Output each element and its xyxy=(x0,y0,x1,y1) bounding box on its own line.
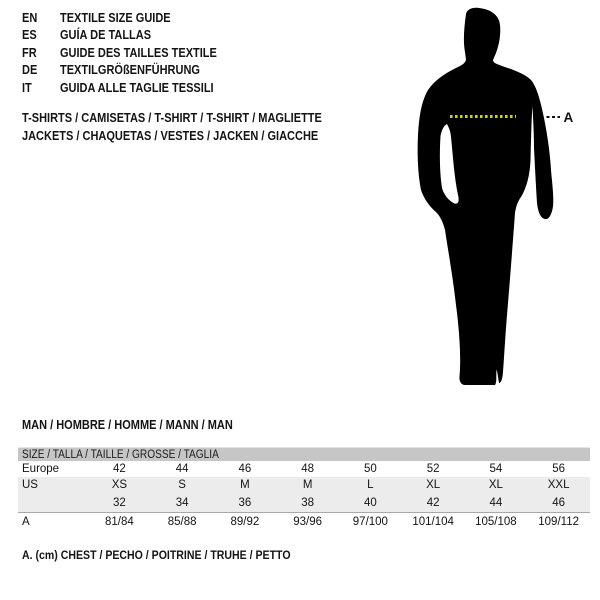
cell: 44 xyxy=(489,497,503,509)
cell: 32 xyxy=(112,497,126,509)
cell: 109/112 xyxy=(538,516,579,528)
language-label: GUIDE DES TAILLES TEXTILE xyxy=(60,45,217,60)
language-row-it xyxy=(22,80,238,97)
table-row-europe xyxy=(18,461,590,477)
size-table xyxy=(18,447,590,531)
row-label: A xyxy=(22,516,30,528)
language-label: TEXTILGRÖßENFÜHRUNG xyxy=(60,63,200,78)
cell: M xyxy=(240,479,250,491)
cell: 101/104 xyxy=(412,516,454,528)
language-code: IT xyxy=(22,80,32,95)
cell: 46 xyxy=(552,497,566,509)
cell: 54 xyxy=(489,463,503,475)
cell: XL xyxy=(488,479,503,491)
cell: 42 xyxy=(426,497,440,509)
language-label: GUÍA DE TALLAS xyxy=(60,28,152,43)
cell: 97/100 xyxy=(352,516,388,528)
cell: 34 xyxy=(175,497,189,509)
language-code: DE xyxy=(22,63,38,78)
cell: 52 xyxy=(426,463,440,475)
language-row-de xyxy=(22,62,238,79)
cell: XS xyxy=(111,479,128,491)
language-row-es xyxy=(22,27,238,44)
cell: XL xyxy=(426,479,441,491)
cell: 50 xyxy=(363,463,377,475)
section-title-man: MAN / HOMBRE / HOMME / MANN / MAN xyxy=(22,418,233,432)
man-silhouette-svg xyxy=(408,0,583,395)
cell: 38 xyxy=(301,497,315,509)
cell: 56 xyxy=(552,463,566,475)
category-jackets: JACKETS / CHAQUETAS / VESTES / JACKEN / GIACCHE xyxy=(22,128,319,143)
language-list xyxy=(22,10,238,97)
cell: S xyxy=(178,479,186,491)
table-row-us-letters xyxy=(18,477,590,494)
cell: 42 xyxy=(112,463,126,475)
cell: 85/88 xyxy=(167,516,197,528)
cell: 105/108 xyxy=(475,516,517,528)
cell: 93/96 xyxy=(293,516,323,528)
cell: 44 xyxy=(175,463,189,475)
table-row-us-group xyxy=(18,477,590,512)
language-code: EN xyxy=(22,11,38,25)
cell: M xyxy=(302,479,313,491)
cell: L xyxy=(367,479,374,491)
cell: 36 xyxy=(238,497,252,509)
garment-categories xyxy=(22,110,363,145)
language-label: GUIDA ALLE TAGLIE TESSILI xyxy=(60,80,214,95)
measurement-footnote: A. (cm) CHEST / PECHO / POITRINE / TRUHE / PETTO xyxy=(22,548,291,562)
language-code: ES xyxy=(22,28,37,43)
language-row-fr xyxy=(22,45,238,62)
man-silhouette-figure xyxy=(408,0,583,395)
language-label: TEXTILE SIZE GUIDE xyxy=(60,11,171,25)
table-row-chest-a xyxy=(18,512,590,531)
language-code: FR xyxy=(22,45,37,60)
measure-label-a: A xyxy=(563,110,574,125)
man-silhouette-shape xyxy=(418,8,554,385)
cell: 81/84 xyxy=(104,516,134,528)
cell: XXL xyxy=(547,479,570,491)
size-table-header: SIZE / TALLA / TAILLE / GRÖSSE / TAGLIA xyxy=(18,447,590,461)
language-row-en xyxy=(22,10,238,27)
cell: 40 xyxy=(363,497,377,509)
row-label: US xyxy=(22,479,38,491)
row-label: Europe xyxy=(22,463,60,475)
category-tshirts: T-SHIRTS / CAMISETAS / T-SHIRT / T-SHIRT / MAGLIETTE xyxy=(22,111,322,125)
cell: 89/92 xyxy=(230,516,260,528)
table-row-us-numbers xyxy=(18,494,590,512)
cell: 46 xyxy=(238,463,252,475)
cell: 48 xyxy=(301,463,315,475)
